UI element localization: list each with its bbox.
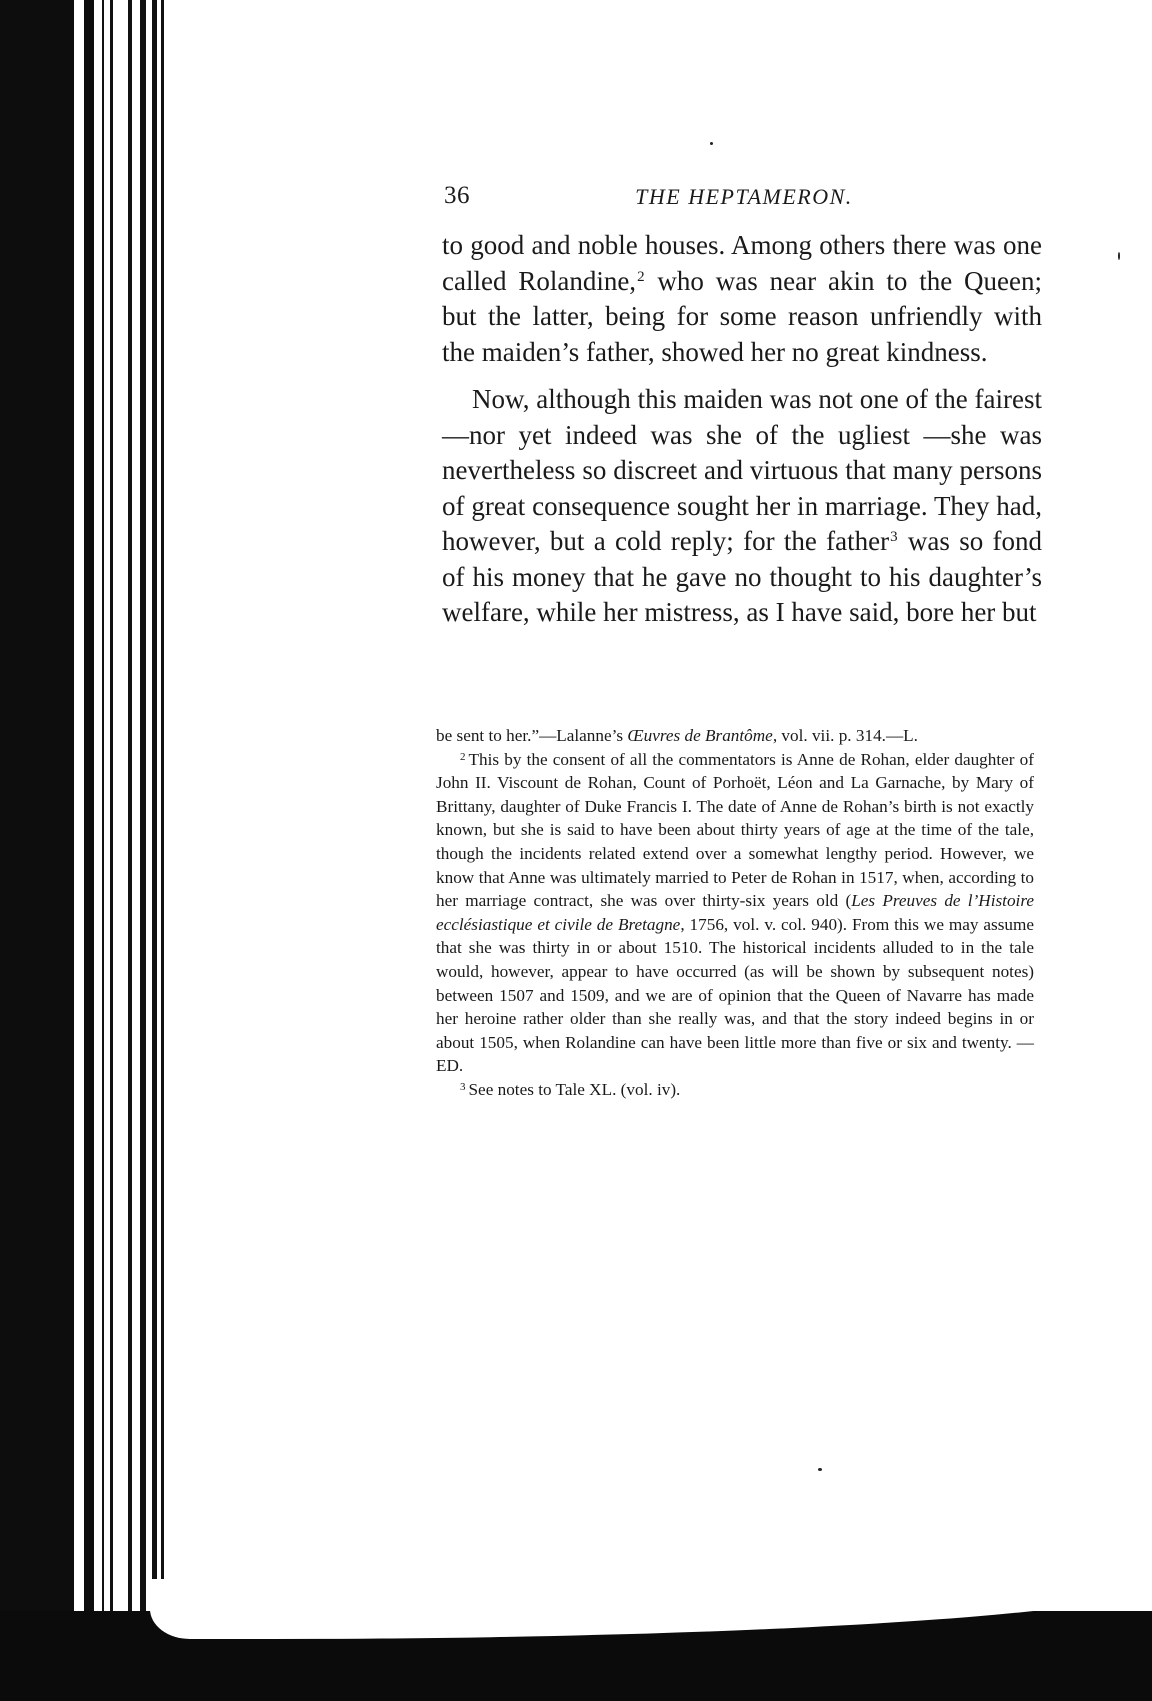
gutter-line bbox=[152, 0, 157, 1701]
footnote-text: , vol. vii. p. 314.—L. bbox=[772, 726, 918, 745]
footnote-3 bbox=[436, 1078, 1034, 1102]
body-text bbox=[442, 228, 1042, 631]
footnote-marker: 3 bbox=[460, 1080, 466, 1093]
gutter-line bbox=[102, 0, 104, 1701]
footnote-marker: 2 bbox=[460, 750, 466, 763]
footnote-text: See notes to Tale XL. (vol. iv). bbox=[468, 1079, 681, 1099]
gutter-shadow bbox=[0, 0, 74, 1701]
paragraph-text: was so fond of his money that he gave no thought to his daughter’s welfare, while her mistress, as I have said, bore her but bbox=[442, 526, 1042, 627]
footnotes bbox=[436, 724, 1034, 1102]
gutter-line bbox=[140, 0, 146, 1701]
page-number: 36 bbox=[444, 182, 470, 209]
footnote-text: be sent to her.”—Lalanne’s bbox=[436, 726, 628, 745]
scan-speck bbox=[818, 1468, 822, 1471]
paragraph-text: Now, although this maiden was not one of the fairest—nor yet indeed was she of the ugliest —she was nevertheless so discreet and virtuous that many persons of great consequence sought her in marriage. They had, however, but a cold reply; for the father bbox=[442, 384, 1042, 556]
gutter-line bbox=[110, 0, 113, 1701]
gutter-line bbox=[161, 0, 164, 1701]
book-gutter bbox=[0, 0, 168, 1701]
paragraph bbox=[442, 382, 1042, 631]
scan-speck bbox=[710, 142, 713, 145]
footnote-continuation bbox=[436, 724, 1034, 748]
running-head bbox=[444, 182, 1042, 216]
scan-speck bbox=[1118, 252, 1120, 260]
paragraph bbox=[442, 228, 1042, 370]
paragraph-text: who was near akin to the Queen; but the latter, being for some reason unfriendly with the maiden’s father, showed her no great kindness. bbox=[442, 265, 1043, 367]
footnote-text: , 1756, vol. v. col. 940). From this we may assume that she was thirty in or about 1510. The historical incidents alluded to in the tale would, however, appear to have occurred (as will be shown by subsequent notes) between 1507 and 1509, and we are of opinion that the Queen of Navarre has made her heroine rather older than she really was, and that the story indeed begins in or about 1505, when Rolandine can have been little more than five or six and twenty. —ED. bbox=[436, 914, 1035, 1076]
gutter-line bbox=[128, 0, 132, 1701]
footnote-reference: 2 bbox=[637, 268, 645, 285]
footnote-italic: Œuvres de Brantôme bbox=[627, 726, 773, 745]
footnote-italic: Les Preuves de l’Histoire ecclésiastique et civile de Bretagne bbox=[436, 891, 1035, 934]
running-title: THE HEPTAMERON. bbox=[635, 184, 853, 209]
footnote-text: This by the consent of all the commentators is Anne de Rohan, elder daughter of John II. Viscount de Rohan, Count of Porhoët, Léon and La Garnache, by Mary of Brittany, daughter of Duke Francis I. The date of Anne de Rohan’s birth is not exactly known, but she is said to have been about thirty years of age at the time of the tale, though the incidents related extend over a somewhat lengthy period. However, we know that Anne was ultimately married to Peter de Rohan in 1517, when, according to her marriage contract, she was over thirty-six years old ( bbox=[436, 749, 1034, 911]
paragraph-text: to good and noble houses. Among others there was one called Rolandine, bbox=[442, 230, 1042, 296]
footnote-2 bbox=[436, 748, 1034, 1078]
gutter-band bbox=[84, 0, 94, 1701]
footnote-reference: 3 bbox=[890, 529, 898, 545]
